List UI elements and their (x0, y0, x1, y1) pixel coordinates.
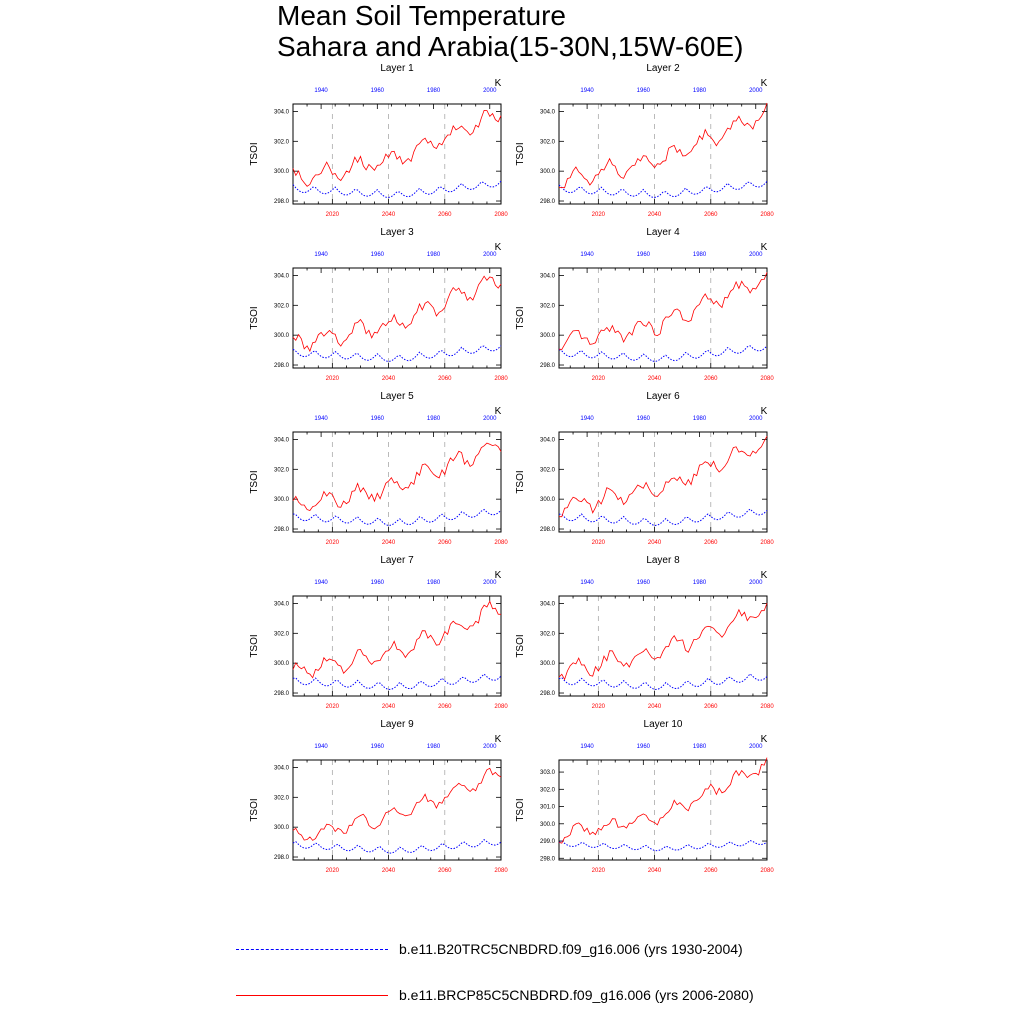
plot-frame (293, 760, 501, 860)
series-line-future (559, 436, 767, 517)
x-top-tick-label: 2000 (749, 252, 763, 258)
x-top-tick-label: 1960 (636, 744, 651, 750)
chart-panel-layer-1 (249, 63, 508, 218)
plot-frame (293, 596, 501, 696)
x-top-tick-label: 2000 (749, 744, 763, 750)
x-top-tick-label: 1940 (580, 580, 594, 586)
y-tick-label: 302.0 (273, 467, 289, 474)
x-bottom-tick-label: 2060 (438, 540, 452, 546)
x-bottom-tick-label: 2020 (325, 376, 340, 382)
y-tick-label: 304.0 (273, 109, 289, 116)
series-line-future (293, 601, 501, 677)
y-tick-label: 298.0 (539, 527, 555, 534)
y-tick-label: 302.0 (273, 139, 289, 146)
y-tick-label: 300.0 (273, 169, 289, 176)
chart-panel-layer-10 (515, 719, 774, 874)
chart-title-line-1: Mean Soil Temperature (277, 0, 566, 31)
x-bottom-tick-label: 2020 (325, 868, 340, 874)
x-top-tick-label: 1960 (370, 88, 385, 94)
x-bottom-tick-label: 2040 (647, 212, 662, 218)
x-bottom-tick-label: 2080 (494, 376, 508, 382)
series-line-future (293, 768, 501, 840)
y-tick-label: 302.0 (539, 631, 555, 638)
y-tick-label: 302.0 (539, 467, 555, 474)
x-top-tick-label: 1980 (426, 744, 441, 750)
y-tick-label: 303.0 (539, 770, 555, 777)
y-axis-label: TSOI (249, 634, 260, 658)
x-bottom-tick-label: 2060 (438, 212, 452, 218)
panel-title: Layer 8 (646, 555, 680, 566)
chart-panel-layer-6 (515, 391, 774, 546)
x-top-tick-label: 1960 (370, 416, 385, 422)
y-tick-label: 298.0 (539, 691, 555, 698)
legend-label-historical: b.e11.B20TRC5CNBDRD.f09_g16.006 (yrs 1930-2004) (399, 941, 743, 957)
x-top-tick-label: 1940 (314, 88, 328, 94)
y-tick-label: 302.0 (273, 795, 289, 802)
y-tick-label: 298.0 (539, 856, 555, 863)
series-line-historical (293, 510, 501, 526)
x-bottom-tick-label: 2080 (494, 868, 508, 874)
x-bottom-tick-label: 2040 (647, 540, 662, 546)
x-bottom-tick-label: 2040 (381, 540, 396, 546)
x-top-tick-label: 1980 (426, 580, 441, 586)
chart-panel-layer-3 (249, 227, 508, 382)
x-top-tick-label: 2000 (749, 580, 763, 586)
series-line-historical (559, 346, 767, 362)
x-top-tick-label: 1940 (314, 416, 328, 422)
x-top-tick-label: 2000 (749, 88, 763, 94)
y-axis-label: TSOI (515, 142, 526, 166)
x-top-tick-label: 1940 (314, 580, 328, 586)
panel-title: Layer 5 (380, 391, 414, 402)
legend-item-historical (0, 940, 1024, 960)
y-tick-label: 302.0 (539, 303, 555, 310)
panel-title: Layer 4 (646, 227, 680, 238)
unit-label: K (760, 570, 768, 581)
y-tick-label: 304.0 (539, 437, 555, 444)
x-top-tick-label: 1940 (580, 252, 594, 258)
plot-frame (559, 760, 767, 860)
x-bottom-tick-label: 2080 (760, 212, 774, 218)
unit-label: K (494, 78, 502, 89)
series-line-historical (559, 674, 767, 690)
y-axis-label: TSOI (249, 798, 260, 822)
x-bottom-tick-label: 2040 (647, 704, 662, 710)
chart-panel-layer-5 (249, 391, 508, 546)
y-tick-label: 300.0 (539, 661, 555, 668)
x-top-tick-label: 2000 (483, 580, 497, 586)
y-tick-label: 298.0 (273, 691, 289, 698)
x-top-tick-label: 1940 (580, 744, 594, 750)
x-bottom-tick-label: 2080 (494, 540, 508, 546)
series-line-future (293, 110, 501, 186)
x-bottom-tick-label: 2060 (704, 704, 718, 710)
legend-label-future: b.e11.BRCP85C5CNBDRD.f09_g16.006 (yrs 2006-2080) (399, 987, 754, 1003)
unit-label: K (760, 78, 768, 89)
x-bottom-tick-label: 2020 (591, 868, 606, 874)
x-top-tick-label: 1960 (370, 252, 385, 258)
x-top-tick-label: 2000 (483, 744, 497, 750)
panel-title: Layer 2 (646, 63, 680, 74)
x-top-tick-label: 1980 (426, 252, 441, 258)
y-tick-label: 300.0 (539, 169, 555, 176)
chart-panel-layer-2 (515, 63, 774, 218)
y-tick-label: 298.0 (273, 199, 289, 206)
x-top-tick-label: 1980 (692, 88, 707, 94)
y-tick-label: 298.0 (539, 363, 555, 370)
x-bottom-tick-label: 2060 (704, 540, 718, 546)
x-bottom-tick-label: 2060 (438, 704, 452, 710)
x-bottom-tick-label: 2040 (381, 376, 396, 382)
panel-title: Layer 1 (380, 63, 414, 74)
y-tick-label: 298.0 (273, 855, 289, 862)
y-tick-label: 298.0 (273, 527, 289, 534)
y-tick-label: 302.0 (539, 787, 555, 794)
y-tick-label: 304.0 (539, 109, 555, 116)
chart-panel-layer-9 (249, 719, 508, 874)
y-tick-label: 298.0 (273, 363, 289, 370)
y-tick-label: 300.0 (273, 825, 289, 832)
series-line-historical (559, 841, 767, 851)
y-axis-label: TSOI (515, 306, 526, 330)
x-bottom-tick-label: 2060 (438, 868, 452, 874)
x-top-tick-label: 1940 (580, 416, 594, 422)
x-top-tick-label: 2000 (483, 88, 497, 94)
x-top-tick-label: 1940 (580, 88, 594, 94)
y-axis-label: TSOI (515, 798, 526, 822)
x-top-tick-label: 1940 (314, 744, 328, 750)
y-tick-label: 304.0 (539, 273, 555, 280)
y-axis-label: TSOI (249, 306, 260, 330)
x-bottom-tick-label: 2040 (647, 376, 662, 382)
y-axis-label: TSOI (515, 470, 526, 494)
x-top-tick-label: 1940 (314, 252, 328, 258)
x-top-tick-label: 1960 (370, 580, 385, 586)
legend-swatch-future (236, 995, 388, 996)
series-line-future (559, 603, 767, 679)
panel-title: Layer 9 (380, 719, 414, 730)
x-bottom-tick-label: 2040 (381, 212, 396, 218)
legend-item-future (0, 986, 1024, 1006)
y-tick-label: 300.0 (539, 821, 555, 828)
y-tick-label: 300.0 (273, 661, 289, 668)
y-tick-label: 300.0 (273, 333, 289, 340)
chart-panel-layer-8 (515, 555, 774, 710)
unit-label: K (494, 242, 502, 253)
series-line-historical (293, 181, 501, 197)
plot-frame (559, 596, 767, 696)
x-top-tick-label: 1980 (692, 744, 707, 750)
x-bottom-tick-label: 2040 (381, 704, 396, 710)
x-top-tick-label: 2000 (483, 252, 497, 258)
x-bottom-tick-label: 2080 (760, 540, 774, 546)
panel-title: Layer 7 (380, 555, 414, 566)
x-top-tick-label: 1980 (692, 580, 707, 586)
x-bottom-tick-label: 2020 (591, 212, 606, 218)
y-tick-label: 300.0 (539, 497, 555, 504)
series-line-future (293, 276, 501, 351)
x-top-tick-label: 2000 (483, 416, 497, 422)
series-line-future (293, 443, 501, 510)
series-line-historical (293, 346, 501, 362)
x-top-tick-label: 2000 (749, 416, 763, 422)
y-axis-label: TSOI (249, 470, 260, 494)
y-tick-label: 302.0 (273, 303, 289, 310)
x-top-tick-label: 1980 (426, 88, 441, 94)
x-top-tick-label: 1960 (370, 744, 385, 750)
x-bottom-tick-label: 2040 (381, 868, 396, 874)
y-tick-label: 304.0 (273, 601, 289, 608)
series-line-historical (293, 840, 501, 853)
y-tick-label: 304.0 (273, 273, 289, 280)
y-tick-label: 301.0 (539, 804, 555, 811)
y-tick-label: 304.0 (273, 437, 289, 444)
plot-frame (293, 104, 501, 204)
y-tick-label: 298.0 (539, 199, 555, 206)
x-bottom-tick-label: 2080 (494, 704, 508, 710)
y-tick-label: 302.0 (273, 631, 289, 638)
panel-title: Layer 6 (646, 391, 680, 402)
series-line-future (559, 103, 767, 188)
x-top-tick-label: 1980 (692, 416, 707, 422)
x-top-tick-label: 1960 (636, 88, 651, 94)
y-axis-label: TSOI (515, 634, 526, 658)
x-bottom-tick-label: 2020 (325, 212, 340, 218)
x-bottom-tick-label: 2020 (591, 376, 606, 382)
x-top-tick-label: 1960 (636, 416, 651, 422)
series-line-historical (293, 674, 501, 689)
series-line-historical (559, 509, 767, 525)
y-tick-label: 304.0 (539, 601, 555, 608)
x-bottom-tick-label: 2080 (760, 376, 774, 382)
x-bottom-tick-label: 2040 (647, 868, 662, 874)
x-bottom-tick-label: 2020 (591, 704, 606, 710)
series-line-future (559, 272, 767, 349)
y-tick-label: 299.0 (539, 839, 555, 846)
x-top-tick-label: 1980 (692, 252, 707, 258)
x-bottom-tick-label: 2020 (325, 704, 340, 710)
chart-panel-layer-7 (249, 555, 508, 710)
unit-label: K (760, 734, 768, 745)
x-bottom-tick-label: 2080 (494, 212, 508, 218)
panel-title: Layer 10 (643, 719, 683, 730)
unit-label: K (494, 734, 502, 745)
panel-title: Layer 3 (380, 227, 414, 238)
x-top-tick-label: 1980 (426, 416, 441, 422)
x-bottom-tick-label: 2020 (325, 540, 340, 546)
chart-panel-layer-4 (515, 227, 774, 382)
x-bottom-tick-label: 2060 (704, 212, 718, 218)
y-tick-label: 300.0 (539, 333, 555, 340)
legend-swatch-historical (236, 949, 388, 950)
x-bottom-tick-label: 2080 (760, 868, 774, 874)
x-bottom-tick-label: 2060 (704, 376, 718, 382)
y-tick-label: 300.0 (273, 497, 289, 504)
unit-label: K (760, 406, 768, 417)
chart-title-line-2: Sahara and Arabia(15-30N,15W-60E) (277, 31, 744, 62)
x-bottom-tick-label: 2060 (438, 376, 452, 382)
series-line-historical (559, 181, 767, 197)
x-top-tick-label: 1960 (636, 252, 651, 258)
unit-label: K (760, 242, 768, 253)
unit-label: K (494, 406, 502, 417)
unit-label: K (494, 570, 502, 581)
x-bottom-tick-label: 2080 (760, 704, 774, 710)
y-tick-label: 304.0 (273, 765, 289, 772)
x-bottom-tick-label: 2060 (704, 868, 718, 874)
series-line-future (559, 758, 767, 844)
x-top-tick-label: 1960 (636, 580, 651, 586)
plot-frame (293, 268, 501, 368)
x-bottom-tick-label: 2020 (591, 540, 606, 546)
y-axis-label: TSOI (249, 142, 260, 166)
y-tick-label: 302.0 (539, 139, 555, 146)
